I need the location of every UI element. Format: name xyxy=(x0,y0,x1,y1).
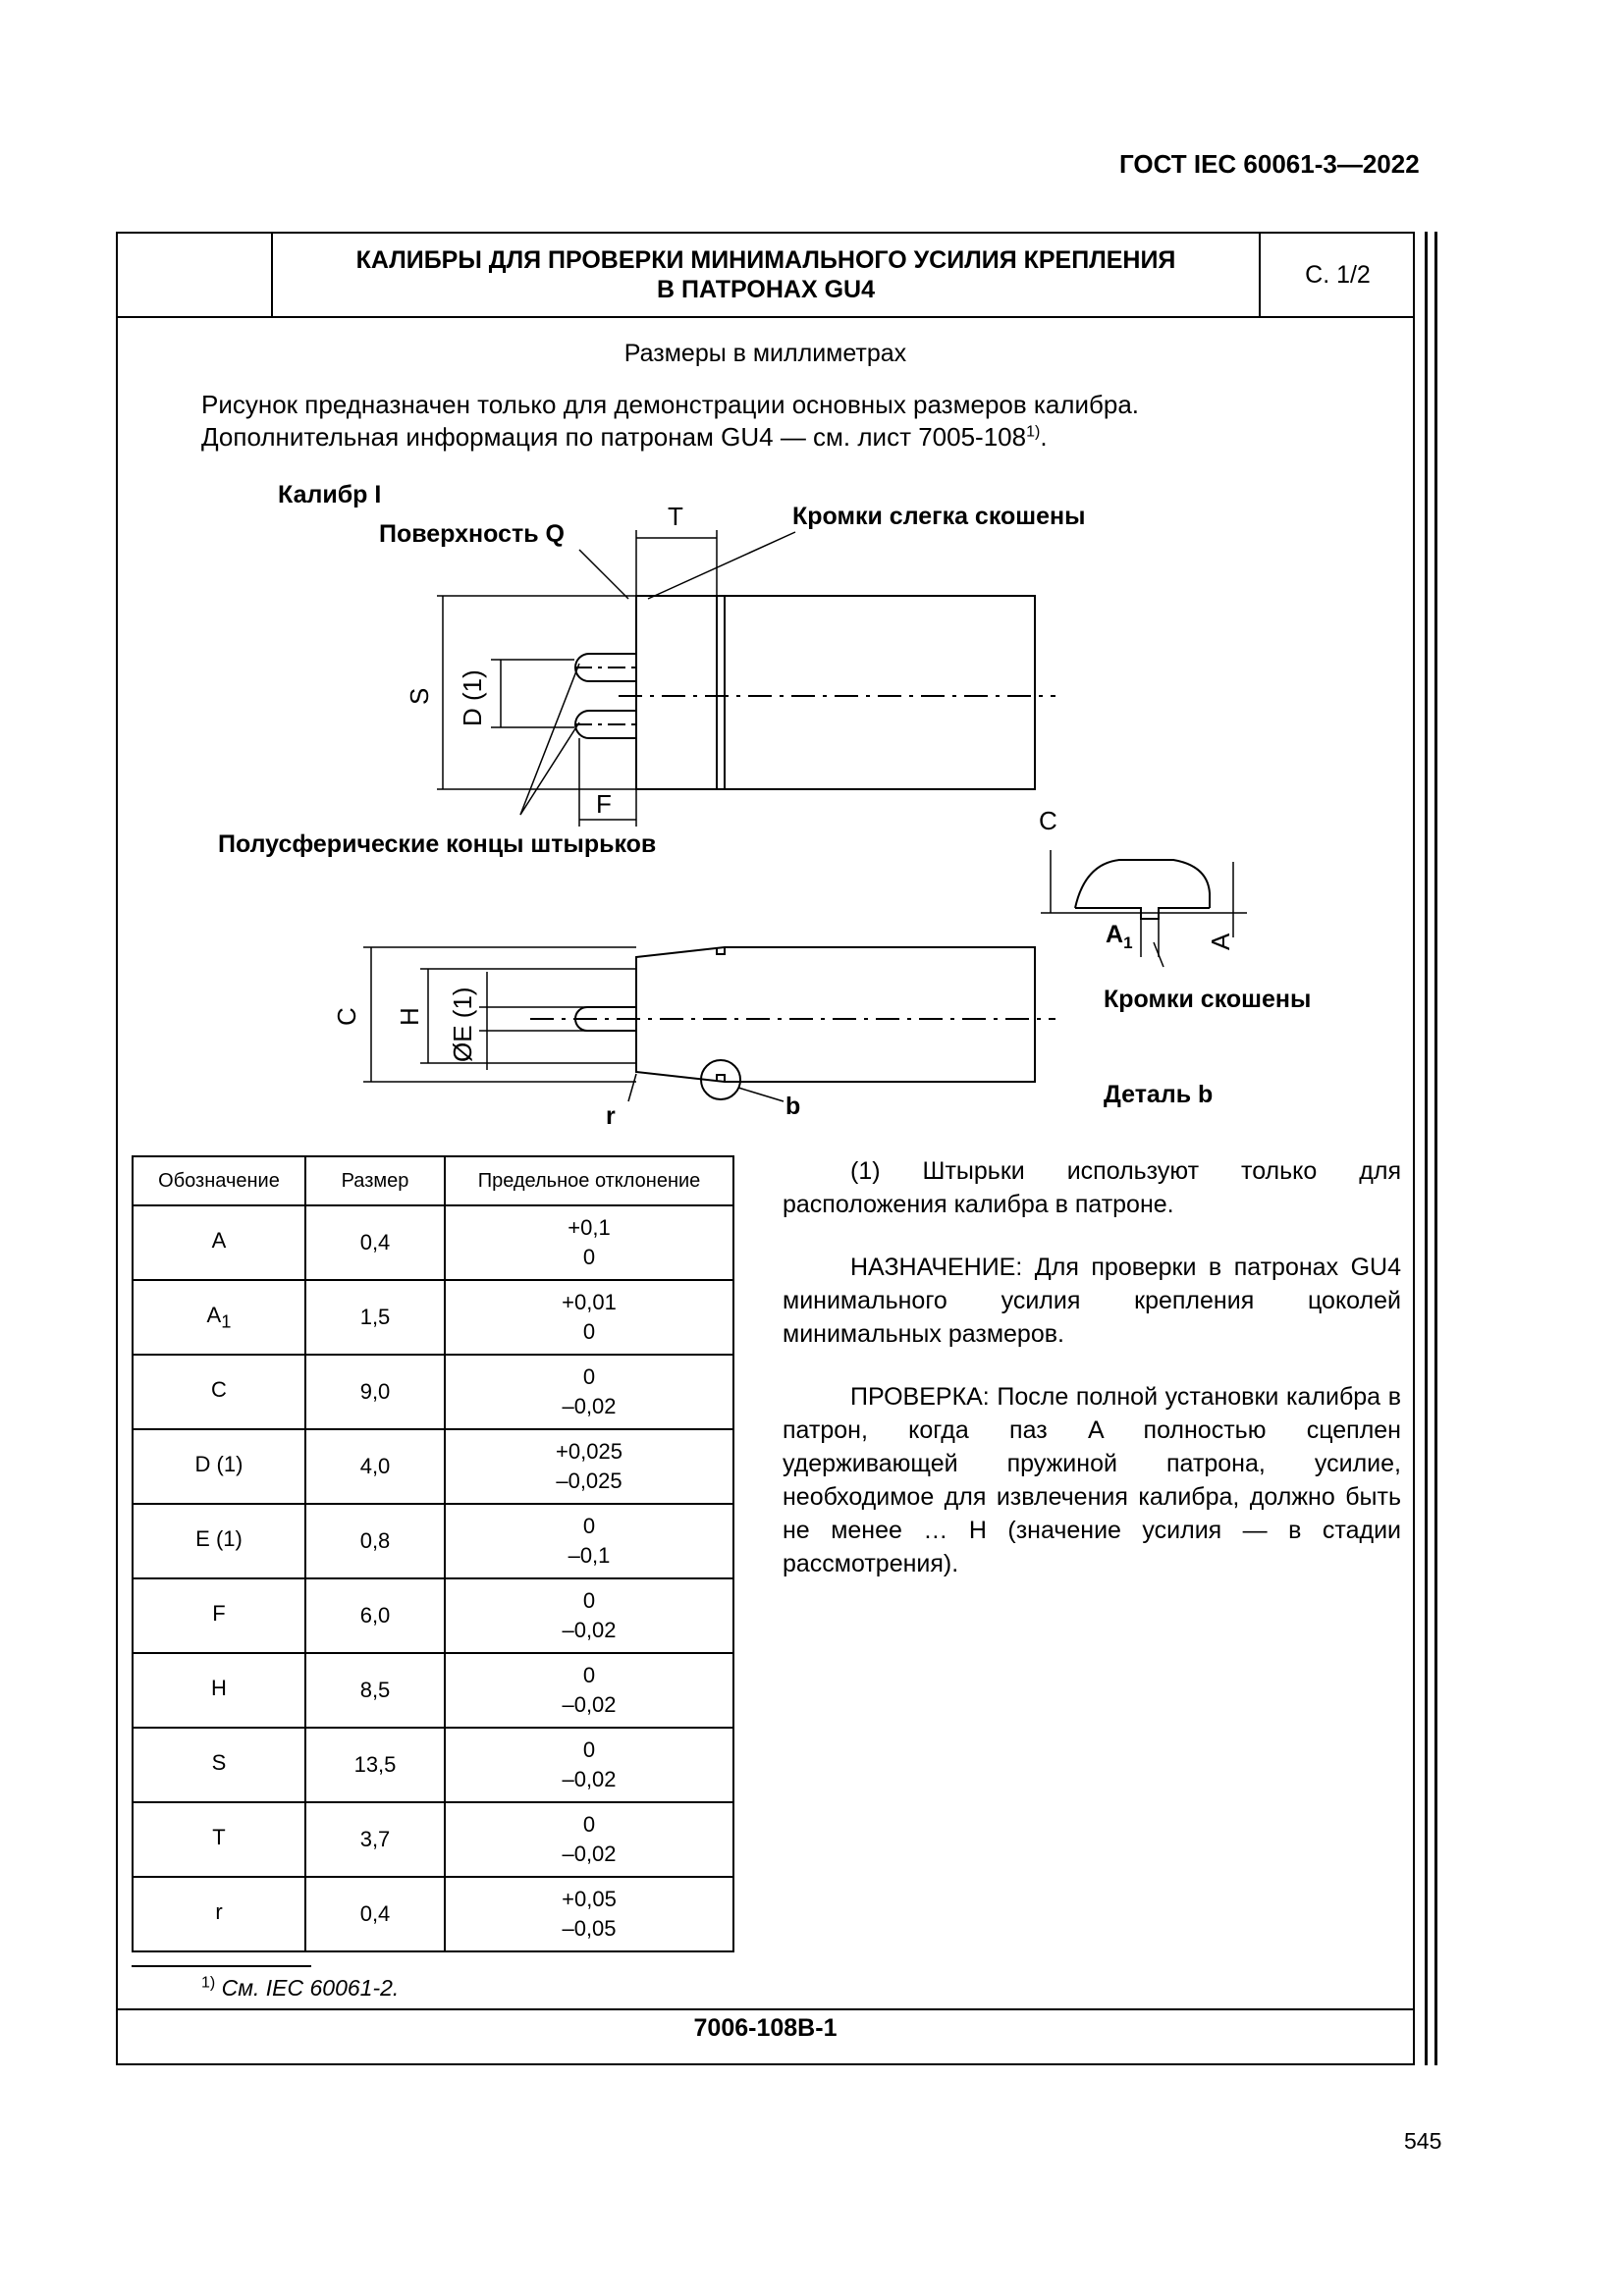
tolerance-lower: –0,02 xyxy=(562,1692,617,1717)
label-gauge: Калибр I xyxy=(278,481,382,508)
notes-column xyxy=(783,1154,1401,1610)
sheet-code: 7006-108B-1 xyxy=(693,2014,838,2042)
table-row xyxy=(133,1728,733,1802)
cell-symbol xyxy=(133,1653,305,1728)
tolerance-upper: 0 xyxy=(582,1663,596,1687)
label-edges-chamfered: Кромки скошены xyxy=(1104,986,1312,1013)
table-row xyxy=(133,1802,733,1877)
cell-tolerance xyxy=(445,1728,733,1802)
footnote-separator xyxy=(132,1965,311,1967)
label-edges-slightly-chamfered: Кромки слегка скошены xyxy=(792,503,1086,530)
tolerance-lower: –0,02 xyxy=(562,1618,617,1642)
tolerance-lower: –0,025 xyxy=(556,1468,622,1493)
cell-symbol xyxy=(133,1504,305,1578)
cell-symbol-text: F xyxy=(212,1600,226,1626)
cell-symbol-text: H xyxy=(211,1675,227,1700)
table-row xyxy=(133,1504,733,1578)
label-dim-t: T xyxy=(668,502,683,531)
label-detail-a1 xyxy=(1106,921,1133,952)
leader-surface-q xyxy=(579,550,628,599)
cell-size: 3,7 xyxy=(305,1802,445,1877)
footer-divider xyxy=(116,2008,1415,2010)
cell-size: 9,0 xyxy=(305,1355,445,1429)
label-detail-a: A xyxy=(1206,933,1235,950)
gauge-body-side-view xyxy=(636,947,1035,1082)
cell-tolerance xyxy=(445,1280,733,1355)
label-surface-q: Поверхность Q xyxy=(379,520,565,548)
footnote-mark: 1) xyxy=(201,1974,216,1992)
tolerance-lower: –0,05 xyxy=(562,1916,617,1941)
tolerance-upper: +0,01 xyxy=(562,1290,617,1314)
footnote xyxy=(201,1975,399,2002)
tolerance-upper: 0 xyxy=(582,1364,596,1389)
cell-size: 1,5 xyxy=(305,1280,445,1355)
leader-r xyxy=(628,1074,636,1101)
tolerance-lower: 0 xyxy=(582,1319,596,1344)
document-code: ГОСТ IEC 60061-3—2022 xyxy=(1119,149,1420,179)
cell-tolerance xyxy=(445,1205,733,1280)
cell-size: 4,0 xyxy=(305,1429,445,1504)
cell-size: 8,5 xyxy=(305,1653,445,1728)
header-size: Размер xyxy=(305,1156,445,1205)
cell-tolerance xyxy=(445,1355,733,1429)
label-dim-b: b xyxy=(785,1093,801,1120)
cell-tolerance xyxy=(445,1429,733,1504)
cell-symbol-text: T xyxy=(212,1824,226,1849)
cell-symbol-text: D (1) xyxy=(194,1451,243,1476)
footnote-text: См. IEC 60061-2. xyxy=(221,1975,400,2001)
table-row xyxy=(133,1280,733,1355)
leader-pin-upper xyxy=(520,664,579,815)
cell-symbol xyxy=(133,1578,305,1653)
cell-symbol xyxy=(133,1355,305,1429)
sheet-title-line2: В ПАТРОНАХ GU4 xyxy=(657,276,875,303)
units-note: Размеры в миллиметрах xyxy=(623,340,907,367)
tolerance-lower: –0,1 xyxy=(568,1543,611,1568)
table-row xyxy=(133,1429,733,1504)
tolerance-lower: –0,02 xyxy=(562,1394,617,1418)
cell-symbol-text: C xyxy=(211,1376,227,1402)
tolerance-upper: +0,025 xyxy=(556,1439,622,1464)
note-check: ПРОВЕРКА: После полной установки калибра в патрон, когда паз A полностью сцеплен удерживающей пружиной патрона, усилие, необходимое для извлечения калибра, должно быть не менее … Н (значение усилия — в стадии рассмотрения). xyxy=(783,1383,1401,1577)
label-dim-e1: ØE (1) xyxy=(448,987,477,1062)
cell-symbol xyxy=(133,1877,305,1951)
tolerance-lower: –0,02 xyxy=(562,1842,617,1866)
label-dim-d1: D (1) xyxy=(458,669,487,726)
cell-symbol xyxy=(133,1802,305,1877)
tolerance-lower: –0,02 xyxy=(562,1767,617,1791)
cell-symbol xyxy=(133,1280,305,1355)
gauge-body-top-view xyxy=(636,596,1035,789)
table-row xyxy=(133,1355,733,1429)
table-row xyxy=(133,1578,733,1653)
tolerance-upper: +0,1 xyxy=(568,1215,611,1240)
label-dim-c: C xyxy=(332,1007,361,1026)
label-dim-h: H xyxy=(395,1007,424,1026)
table-row xyxy=(133,1877,733,1951)
cell-size: 6,0 xyxy=(305,1578,445,1653)
label-detail-c: C xyxy=(1039,806,1057,835)
cell-size: 0,8 xyxy=(305,1504,445,1578)
cell-tolerance xyxy=(445,1877,733,1951)
cell-size: 0,4 xyxy=(305,1205,445,1280)
intro-line-1: Рисунок предназначен только для демонстрации основных размеров калибра. xyxy=(201,390,1140,419)
cell-size: 0,4 xyxy=(305,1877,445,1951)
label-detail-a1-letter: A xyxy=(1106,921,1124,948)
cell-symbol xyxy=(133,1429,305,1504)
label-pin-ends: Полусферические концы штырьков xyxy=(218,830,657,858)
label-dim-f: F xyxy=(596,789,612,819)
cell-tolerance xyxy=(445,1578,733,1653)
cell-symbol-text: A xyxy=(206,1302,222,1327)
header-tolerance: Предельное отклонение xyxy=(445,1156,733,1205)
tolerance-upper: +0,05 xyxy=(562,1887,617,1911)
tolerance-upper: 0 xyxy=(582,1588,596,1613)
cell-symbol-text: E (1) xyxy=(195,1525,243,1551)
sheet-number: С. 1/2 xyxy=(1305,260,1371,289)
note-pins: (1) Штырьки используют только для расположения калибра в патроне. xyxy=(783,1157,1401,1218)
cell-symbol xyxy=(133,1728,305,1802)
tolerance-upper: 0 xyxy=(582,1514,596,1538)
label-dim-s: S xyxy=(405,687,434,705)
cell-symbol-sub: 1 xyxy=(221,1310,232,1332)
table-header-row xyxy=(133,1156,733,1205)
tolerance-lower: 0 xyxy=(582,1245,596,1269)
cell-symbol xyxy=(133,1205,305,1280)
cell-symbol-text: A xyxy=(211,1227,227,1253)
cell-tolerance xyxy=(445,1653,733,1728)
dimensions-table xyxy=(132,1155,734,1952)
label-detail-a1-sub: 1 xyxy=(1123,934,1133,952)
header-symbol: Обозначение xyxy=(133,1156,305,1205)
leader-edges-slightly xyxy=(648,532,795,599)
table-row xyxy=(133,1205,733,1280)
leader-pin-lower xyxy=(520,722,579,815)
cell-symbol-text: r xyxy=(215,1898,223,1924)
cell-tolerance xyxy=(445,1504,733,1578)
cell-tolerance xyxy=(445,1802,733,1877)
intro-footnote-ref: 1) xyxy=(1026,423,1041,441)
detail-b-profile xyxy=(1075,860,1210,908)
cell-size: 13,5 xyxy=(305,1728,445,1802)
intro-line-2-text: Дополнительная информация по патронам GU4 — см. лист 7005-108 xyxy=(201,422,1027,452)
label-dim-r: r xyxy=(606,1102,616,1130)
tolerance-upper: 0 xyxy=(582,1812,596,1837)
cell-symbol-text: S xyxy=(211,1749,227,1775)
intro-line-2-end: . xyxy=(1040,422,1048,452)
note-purpose: НАЗНАЧЕНИЕ: Для проверки в патронах GU4 минимального усилия крепления цоколей минимальных размеров. xyxy=(783,1254,1401,1348)
tolerance-upper: 0 xyxy=(582,1737,596,1762)
page-number: 545 xyxy=(1404,2128,1442,2154)
table-row xyxy=(133,1653,733,1728)
leader-detail-b xyxy=(738,1088,784,1101)
label-detail-b: Деталь b xyxy=(1104,1081,1214,1108)
sheet-title-line1: КАЛИБРЫ ДЛЯ ПРОВЕРКИ МИНИМАЛЬНОГО УСИЛИЯ КРЕПЛЕНИЯ xyxy=(355,246,1176,274)
